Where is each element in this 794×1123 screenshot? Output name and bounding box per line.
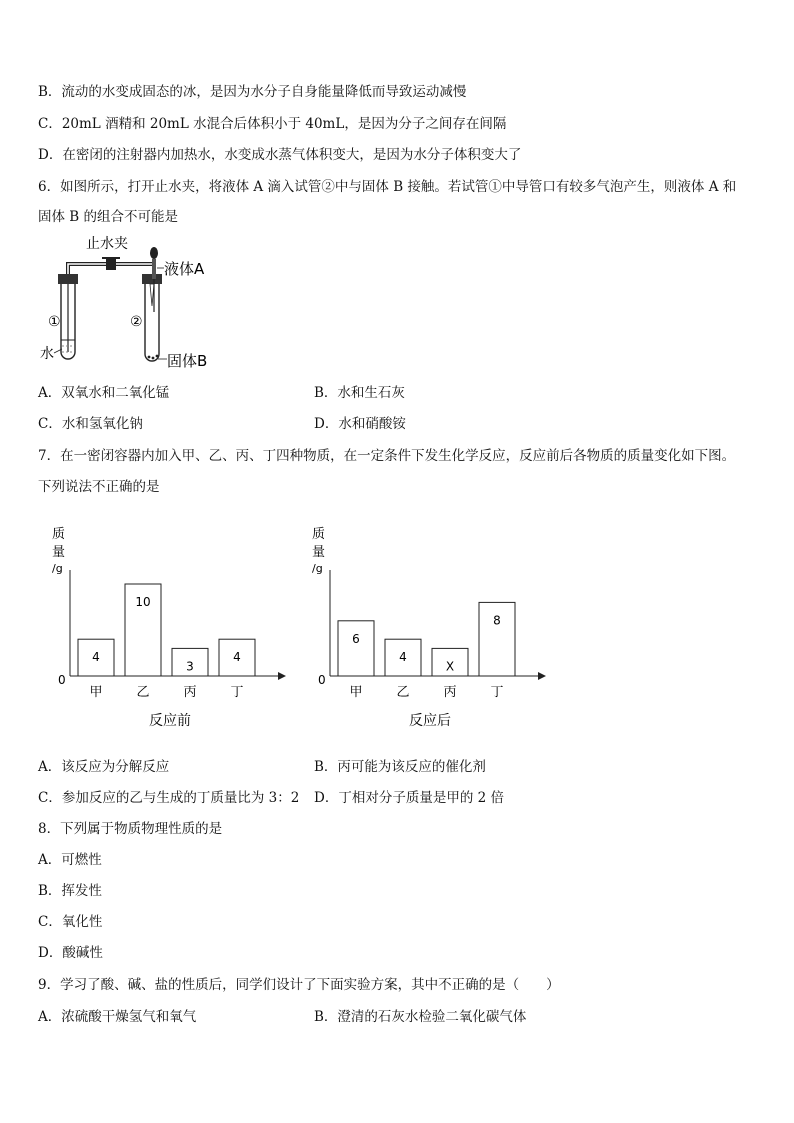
q5-option-b: B．流动的水变成固态的冰，是因为水分子自身能量降低而导致运动减慢 [38, 84, 467, 100]
x-axis-arrow [278, 672, 286, 680]
q6-option-a: A．双氧水和二氧化锰 [38, 385, 170, 401]
q5-option-c: C．20mL 酒精和 20mL 水混合后体积小于 40mL，是因为分子之间存在间隔 [38, 116, 507, 132]
category-label-4: 丁 [490, 685, 504, 700]
chart-title: 反应后 [409, 713, 451, 729]
q7-option-b: B．丙可能为该反应的催化剂 [314, 759, 486, 775]
q8-option-c: C．氧化性 [38, 914, 103, 930]
q8-option-b: B．挥发性 [38, 883, 102, 899]
y-axis-label-part1: 质 [52, 527, 66, 542]
bar-1 [338, 621, 374, 676]
q6-option-b: B．水和生石灰 [314, 385, 405, 401]
x-axis-arrow [538, 672, 546, 680]
water-label: 水 [40, 346, 54, 362]
category-label-3: 丙 [183, 685, 197, 700]
q6-option-c: C．水和氢氧化钠 [38, 416, 143, 432]
q8-option-d: D．酸碱性 [38, 945, 103, 961]
bar-value-label-3: X [445, 659, 455, 674]
q8-option-a: A．可燃性 [38, 852, 102, 868]
y-axis-label-part1: 质 [312, 527, 326, 542]
q7-stem-line2: 下列说法不正确的是 [38, 479, 160, 495]
q8-stem: 8．下列属于物质物理性质的是 [38, 821, 223, 837]
liquid-a-label: 液体A [164, 260, 205, 278]
y-axis-label-part2: 量 [52, 545, 66, 560]
q6-apparatus-figure [36, 234, 236, 374]
q6-stem-line1: 6．如图所示，打开止水夹，将液体 A 滴入试管②中与固体 B 接触。若试管①中导管口有较多气泡产生，则液体 A 和 [38, 179, 737, 195]
bar-value-label-4: 4 [233, 650, 241, 665]
q7-option-a: A．该反应为分解反应 [38, 759, 170, 775]
q7-stem-line1: 7．在一密闭容器内加入甲、乙、丙、丁四种物质，在一定条件下发生化学反应，反应前后各物质的质量变化如下图。 [38, 448, 736, 464]
q7-option-d: D．丁相对分子质量是甲的 2 倍 [314, 790, 504, 806]
clamp-label: 止水夹 [86, 236, 128, 252]
category-label-4: 丁 [230, 685, 244, 700]
bar-value-label-2: 4 [399, 650, 407, 665]
q5-option-d: D．在密闭的注射器内加热水，水变成水蒸气体积变大，是因为水分子体积变大了 [38, 147, 522, 163]
bar-value-label-4: 8 [493, 613, 501, 628]
bar-value-label-1: 4 [92, 650, 100, 665]
category-label-2: 乙 [136, 685, 150, 700]
chart-after-reaction [300, 520, 550, 735]
category-label-2: 乙 [396, 685, 410, 700]
bar-value-label-3: 3 [186, 659, 194, 674]
bar-value-label-2: 10 [135, 595, 151, 609]
bar-value-label-1: 6 [352, 631, 360, 646]
y-axis-label-part3: /g [52, 562, 63, 575]
q9-stem: 9．学习了酸、碱、盐的性质后，同学们设计了下面实验方案，其中不正确的是（ ） [38, 977, 560, 993]
chart-title: 反应前 [149, 713, 191, 729]
chart-before-reaction [40, 520, 290, 735]
tube1-label: ① [48, 314, 61, 330]
y-axis-label-part3: /g [312, 562, 323, 575]
category-label-1: 甲 [89, 685, 103, 700]
tube2-label: ② [130, 314, 143, 330]
category-label-3: 丙 [443, 685, 457, 700]
category-label-1: 甲 [349, 685, 363, 700]
q7-option-c: C．参加反应的乙与生成的丁质量比为 3：2 [38, 790, 300, 806]
origin-label: 0 [58, 673, 66, 687]
solid-b-label: 固体B [167, 352, 208, 370]
origin-label: 0 [318, 673, 326, 687]
q6-stem-line2: 固体 B 的组合不可能是 [38, 209, 179, 225]
q9-option-b: B．澄清的石灰水检验二氧化碳气体 [314, 1009, 527, 1025]
y-axis-label-part2: 量 [312, 545, 326, 560]
q9-option-a: A．浓硫酸干燥氢气和氧气 [38, 1009, 197, 1025]
q6-option-d: D．水和硝酸铵 [314, 416, 406, 432]
